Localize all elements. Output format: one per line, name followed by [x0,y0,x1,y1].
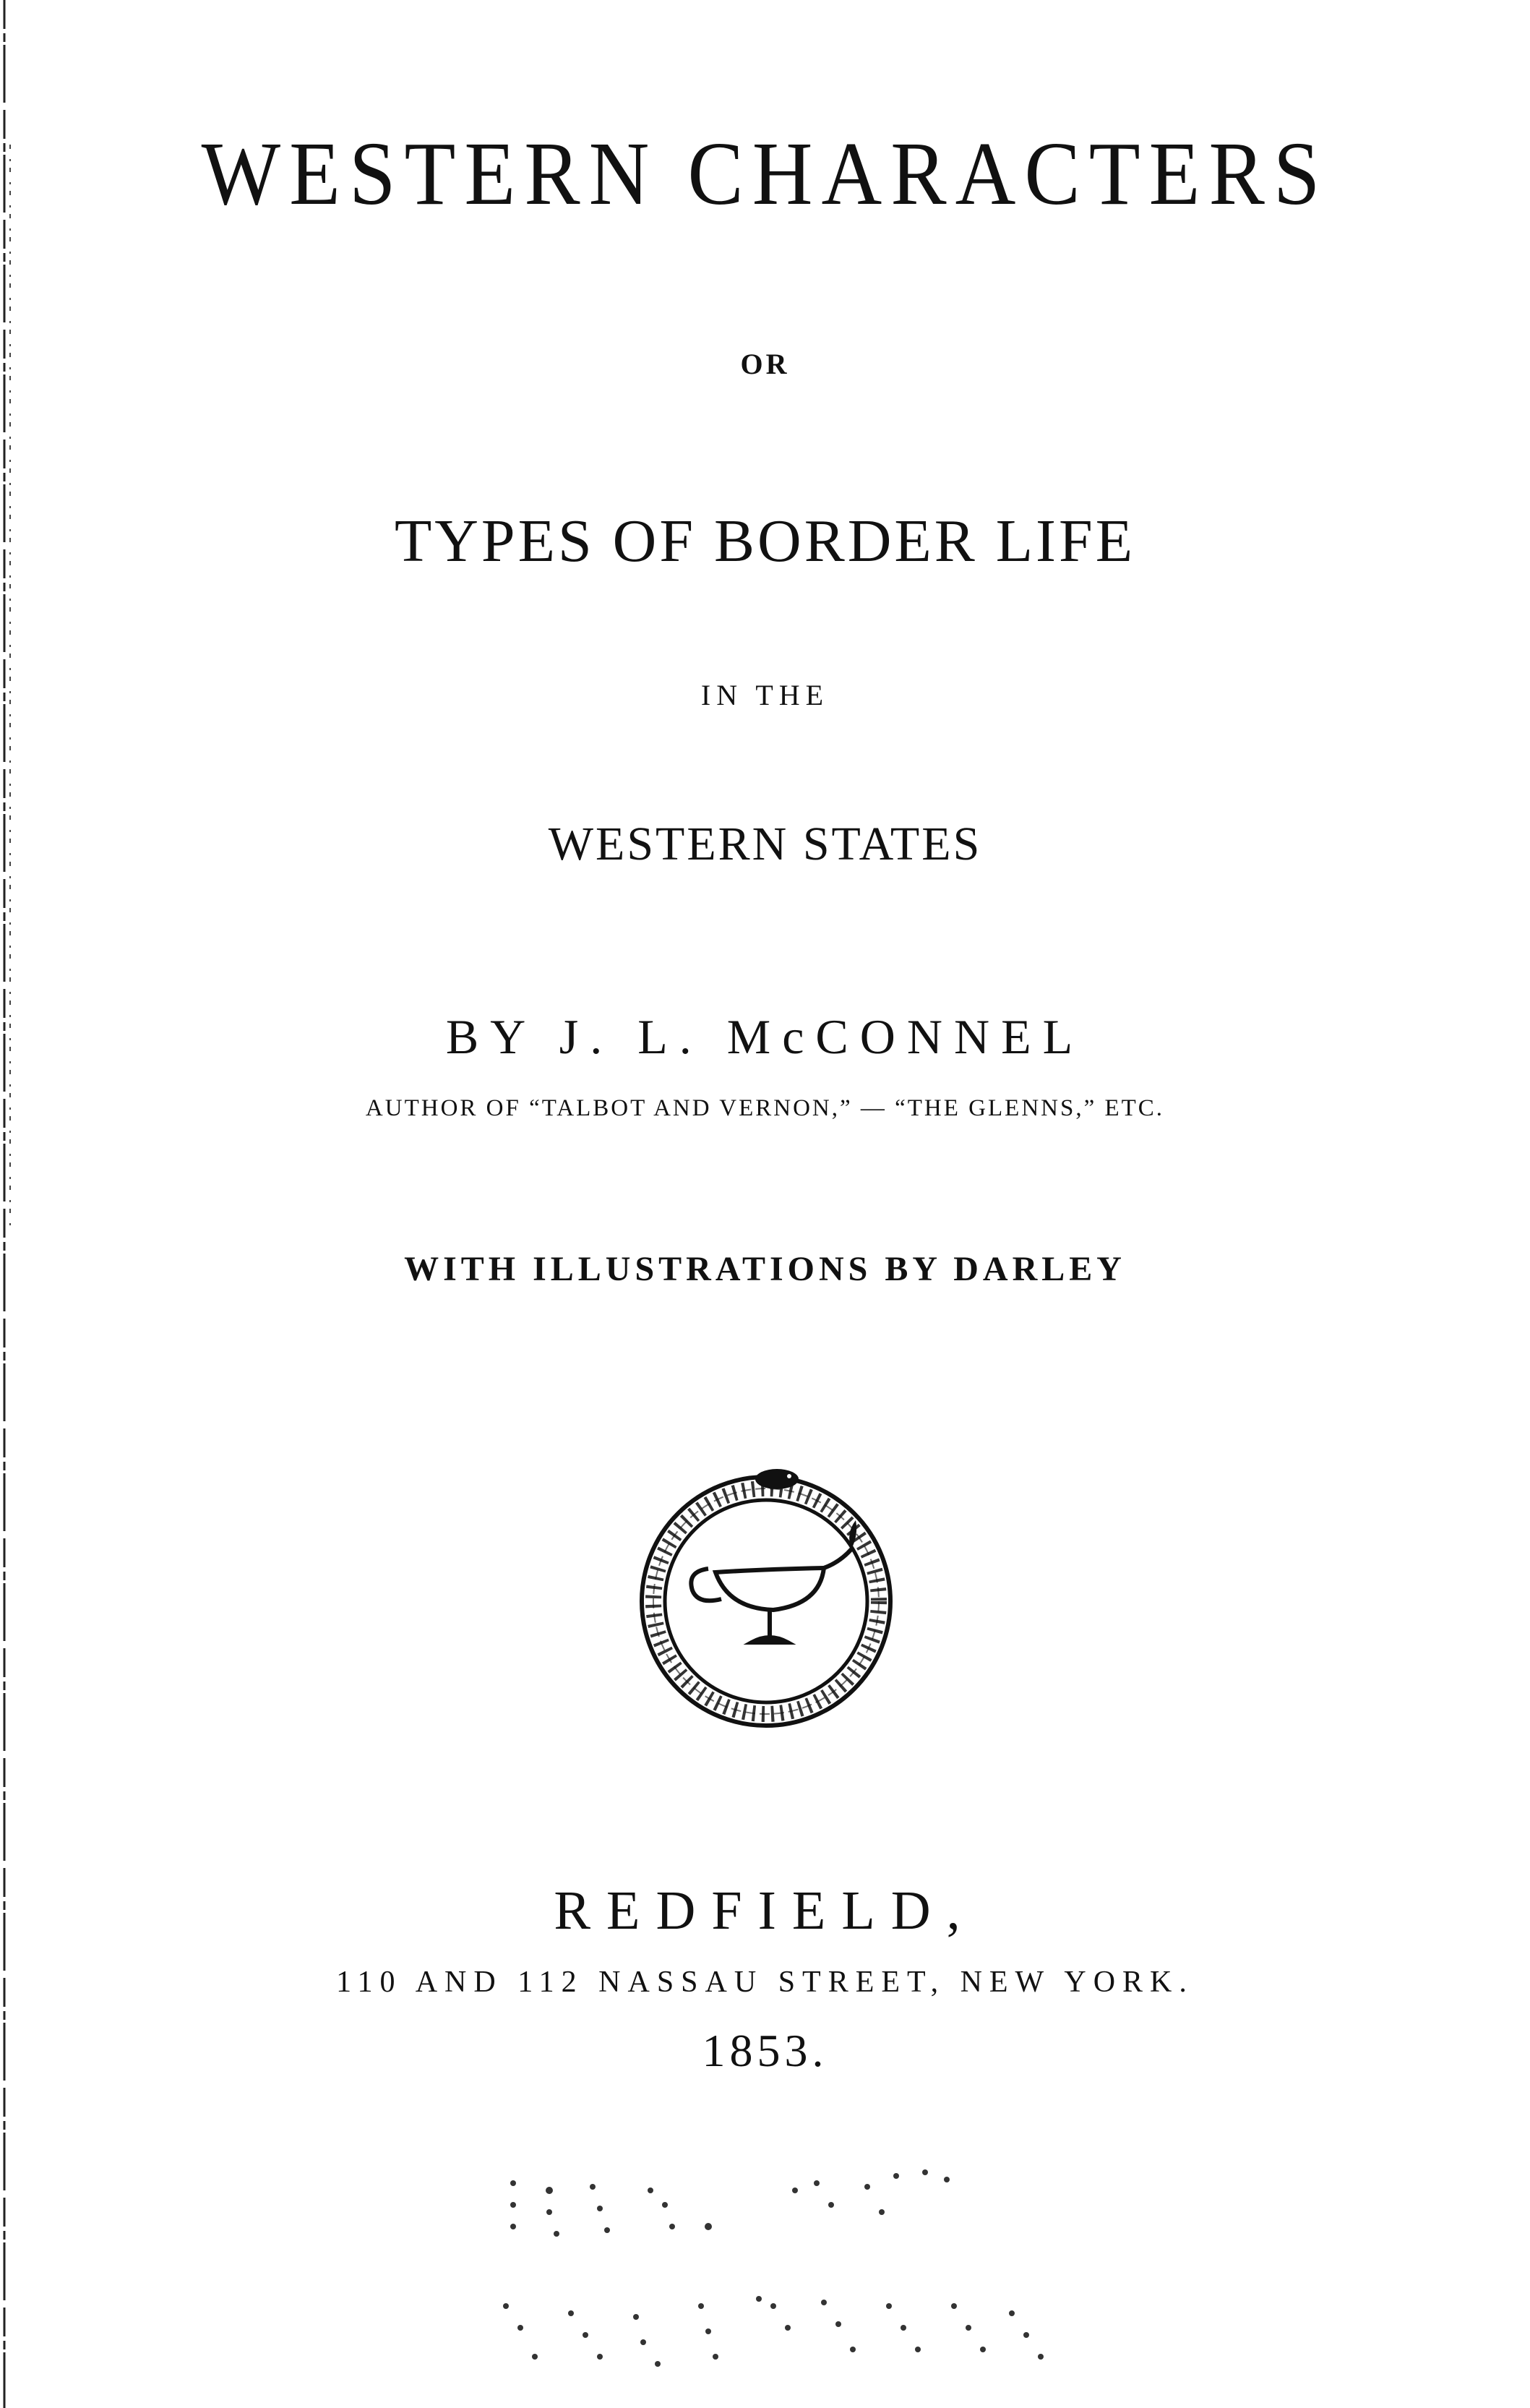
book-subtitle: TYPES OF BORDER LIFE [394,507,1136,575]
author-byline: BY J. L. McCONNEL [445,1009,1085,1064]
publication-year: 1853. [702,2025,828,2076]
publisher-name: REDFIELD, [554,1880,976,1941]
subtitle-region: WESTERN STATES [548,818,982,870]
author-previous-works: AUTHOR OF “TALBOT AND VERNON,” — “THE GLENNS,” ETC. [365,1095,1165,1121]
perforated-library-stamp-icon [491,2161,1070,2378]
subtitle-connector: IN THE [700,679,830,711]
ouroboros-lamp-emblem-icon [622,1453,911,1742]
book-title: WESTERN CHARACTERS [201,124,1329,225]
illustrator-credit: WITH ILLUSTRATIONS BY DARLEY [404,1250,1126,1288]
publisher-address: 110 AND 112 NASSAU STREET, NEW YORK. [336,1966,1194,1999]
title-conjunction: OR [740,348,790,380]
